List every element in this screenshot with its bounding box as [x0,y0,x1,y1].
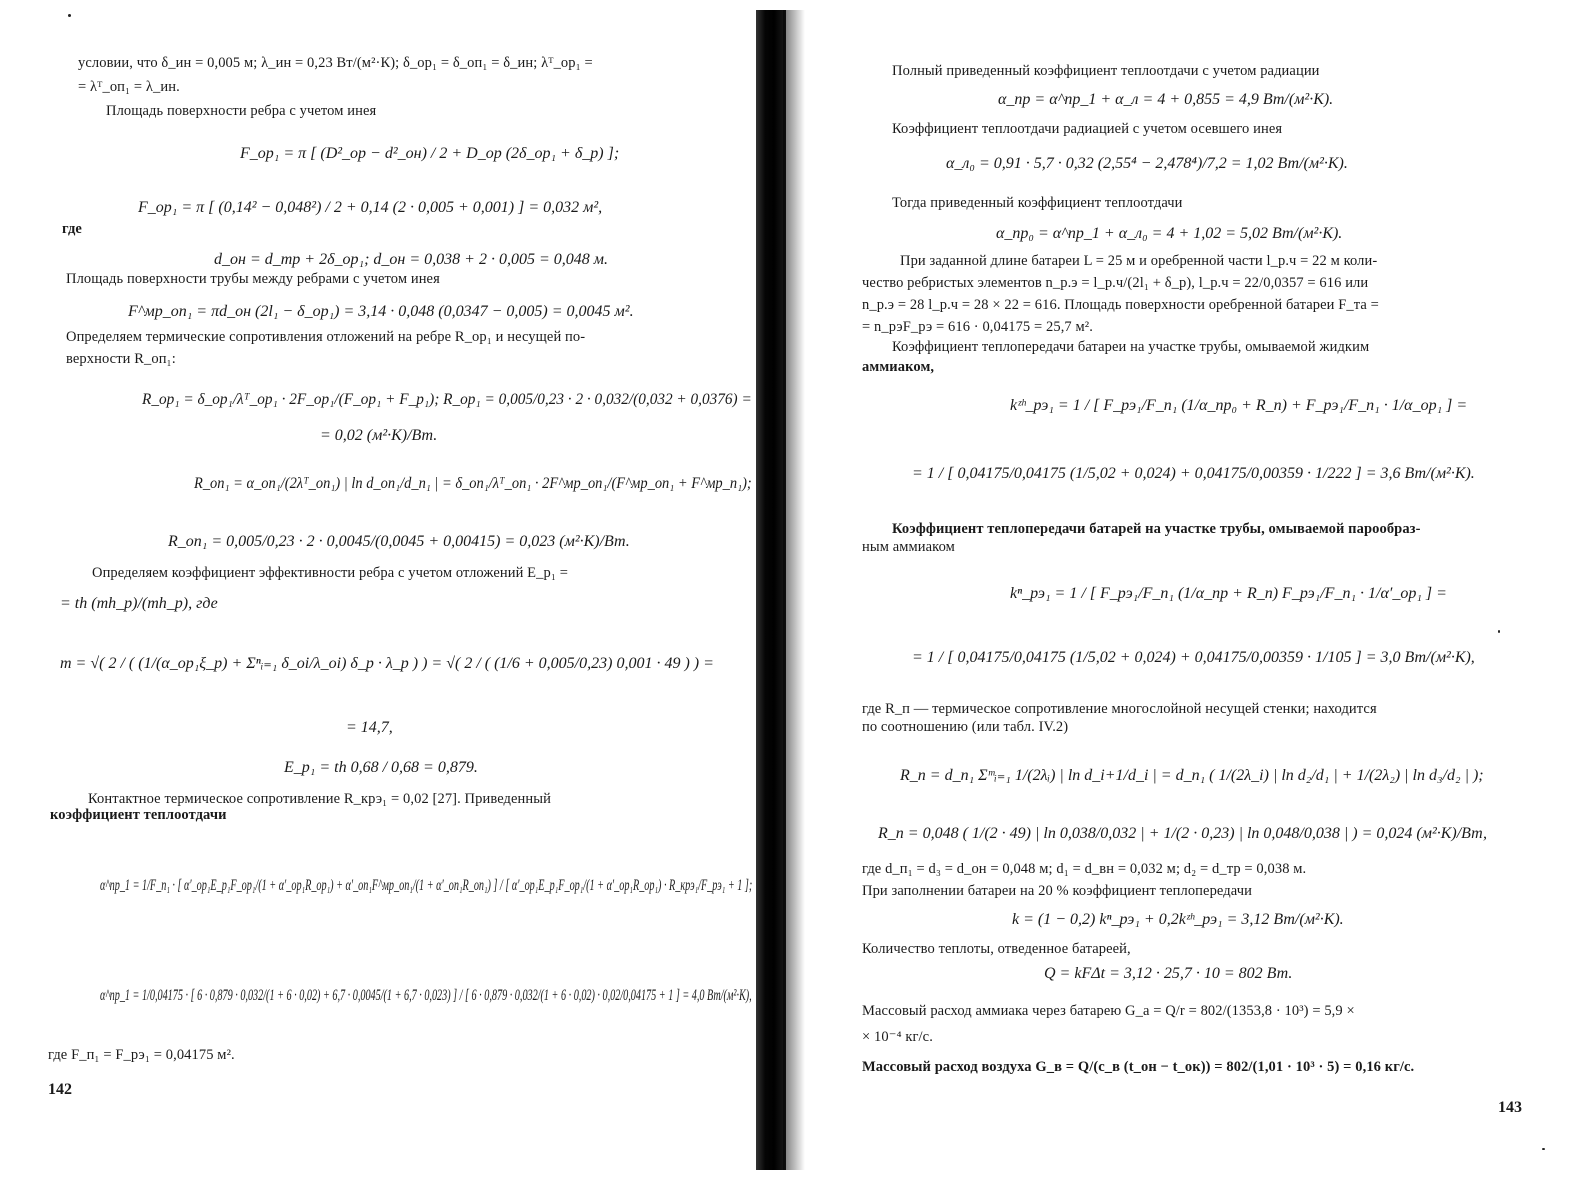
text-line: Определяем коэффициент эффективности ребра с учетом отложений E_р₁ = [92,565,568,581]
formula: α^пр_1 = 1/0,04175 · [ 6 · 0,879 · 0,032/(1 + 6 · 0,02) + 6,7 · 0,0045/(1 + 6,7 · 0,023) ] / [ 6 · 0,879 · 0,032/(1 + 6 · 0,02) · 0,02/0,04175 + 1 ] = 4,0 Вт/(м²·К), [100,987,752,1004]
formula: α_пр₀ = α^пр_1 + α_л₀ = 4 + 1,02 = 5,02 Вт/(м²·К). [996,225,1343,242]
formula: R_п = d_п₁ Σᵐᵢ₌₁ 1/(2λᵢ) | ln d_i+1/d_i | = d_п₁ ( 1/(2λ_i) | ln d₂/d₁ | + 1/(2λ₂) | ln d₃/d₂ | ); [900,767,1484,784]
text-line: n_р.э = 28 l_р.ч = 28 × 22 = 616. Площадь поверхности оребренной батареи F_та = [862,297,1379,313]
page-number: 142 [48,1081,72,1098]
text-line: Площадь поверхности трубы между ребрами с учетом инея [66,271,440,287]
text-line: Площадь поверхности ребра с учетом инея [106,103,377,119]
text-line: где [62,221,82,237]
text-line: При заполнении батареи на 20 % коэффициент теплопередачи [862,883,1252,899]
formula: = 1 / [ 0,04175/0,04175 (1/5,02 + 0,024) + 0,04175/0,00359 · 1/222 ] = 3,6 Вт/(м²·К). [912,465,1475,482]
formula: α^пр_1 = 1/F_п₁ · [ α′_ор₁E_р₁F_ор₁/(1 + α′_ор₁R_ор₁) + α′_оп₁F^мр_оп₁/(1 + α′_оп₁R_оп₁) ] / [ α′_ор₁E_р₁F_ор₁/(1 + α′_ор₁R_ор₁) · R_крэ₁/F_рэ₁ + 1 ]; [100,877,753,894]
formula: F^мр_оп₁ = πd_он (2l₁ − δ_ор₁) = 3,14 · 0,048 (0,0347 − 0,005) = 0,0045 м². [128,303,634,320]
text-line: × 10⁻⁴ кг/с. [862,1029,933,1045]
formula: k = (1 − 0,2) kⁿ_рэ₁ + 0,2kᶻʰ_рэ₁ = 3,12 Вт/(м²·К). [1012,911,1344,928]
text-line: где F_п₁ = F_рэ₁ = 0,04175 м². [48,1047,235,1063]
formula: = 1 / [ 0,04175/0,04175 (1/5,02 + 0,024) + 0,04175/0,00359 · 1/105 ] = 3,0 Вт/(м²·К), [912,649,1475,666]
formula: d_он = d_тр + 2δ_ор₁; d_он = 0,038 + 2 · 0,005 = 0,048 м. [214,251,608,268]
formula: R_оп₁ = α_оп₁/(2λᵀ_оп₁) | ln d_оп₁/d_п₁ | = δ_оп₁/λᵀ_оп₁ · 2F^мр_оп₁/(F^мр_оп₁ + F^мр_п₁); [194,475,752,492]
text-line: ным аммиаком [862,539,955,555]
formula: Q = kFΔt = 3,12 · 25,7 · 10 = 802 Вт. [1044,965,1293,982]
text-line: чество ребристых элементов n_р.э = l_р.ч/(2l₁ + δ_р), l_р.ч = 22/0,0357 = 616 или [862,275,1369,291]
text-line: коэффициент теплоотдачи [50,807,227,823]
binding-gutter [756,10,786,1170]
scan-speck [68,14,71,17]
formula: F_ор₁ = π [ (D²_ор − d²_он) / 2 + D_ор (2δ_ор₁ + δ_р) ]; [240,145,620,162]
text-line: При заданной длине батареи L = 25 м и оребренной части l_р.ч = 22 м коли- [900,253,1378,269]
text-line: Массовый расход воздуха G_в = Q/(c_в (t_он − t_ок)) = 802/(1,01 · 10³ · 5) = 0,16 кг/с. [862,1059,1415,1075]
formula: R_п = 0,048 ( 1/(2 · 49) | ln 0,038/0,032 | + 1/(2 · 0,23) | ln 0,048/0,038 | ) = 0,024 (м²·К)/Вт, [878,825,1488,842]
text-line: где R_п — термическое сопротивление многослойной несущей стенки; находится [862,701,1377,717]
formula: R_оп₁ = 0,005/0,23 · 2 · 0,0045/(0,0045 + 0,00415) = 0,023 (м²·К)/Вт. [168,533,630,550]
text-line: Коэффициент теплоотдачи радиацией с учетом осевшего инея [892,121,1283,137]
text-line: Массовый расход аммиака через батарею G_а = Q/r = 802/(1353,8 · 10³) = 5,9 × [862,1003,1355,1019]
formula: F_ор₁ = π [ (0,14² − 0,048²) / 2 + 0,14 (2 · 0,005 + 0,001) ] = 0,032 м², [138,199,603,216]
formula: = th (mh_р)/(mh_р), где [60,595,218,612]
page-number: 143 [1498,1099,1522,1116]
text-line: где d_п₁ = d₃ = d_он = 0,048 м; d₁ = d_вн = 0,032 м; d₂ = d_тр = 0,038 м. [862,861,1307,877]
formula: m = √( 2 / ( (1/(α_ор₁ξ_р) + Σⁿᵢ₌₁ δ_oi/λ_oi) δ_р · λ_р ) ) = √( 2 / ( (1/6 + 0,005/0,23) 0,001 · 49 ) ) = [60,655,714,672]
text-line: Количество теплоты, отведенное батареей, [862,941,1131,957]
scan-speck [1542,1148,1545,1150]
text-line: Тогда приведенный коэффициент теплоотдачи [892,195,1183,211]
formula: α_пр = α^пр_1 + α_л = 4 + 0,855 = 4,9 Вт/(м²·К). [998,91,1334,108]
text-line: верхности R_оп₁: [66,351,176,367]
right-page [800,0,1577,1186]
text-line: Контактное термическое сопротивление R_крэ₁ = 0,02 [27]. Приведенный [88,791,551,807]
formula: R_ор₁ = δ_ор₁/λᵀ_ор₁ · 2F_ор₁/(F_ор₁ + F_р₁); R_ор₁ = 0,005/0,23 · 2 · 0,032/(0,032 + 0,0376) = [142,391,752,408]
formula: kᶻʰ_рэ₁ = 1 / [ F_рэ₁/F_п₁ (1/α_пр₀ + R_п) + F_рэ₁/F_п₁ · 1/α_ор₁ ] = [1010,397,1468,414]
text-line: Коэффициент теплопередачи батарей на участке трубы, омываемой парообраз- [892,521,1421,537]
text-line: = λᵀ_оп₁ = λ_ин. [78,79,180,95]
text-line: Полный приведенный коэффициент теплоотдачи с учетом радиации [892,63,1320,79]
text-line: по соотношению (или табл. IV.2) [862,719,1069,735]
text-line: аммиаком, [862,359,935,375]
scan-speck [1498,630,1500,633]
text-line: Определяем термические сопротивления отложений на ребре R_ор₁ и несущей по- [66,329,586,345]
formula: E_р₁ = th 0,68 / 0,68 = 0,879. [284,759,478,776]
text-line: = n_рэF_рэ = 616 · 0,04175 = 25,7 м². [862,319,1093,335]
formula: kⁿ_рэ₁ = 1 / [ F_рэ₁/F_п₁ (1/α_пр + R_п) F_рэ₁/F_п₁ · 1/α′_ор₁ ] = [1010,585,1447,602]
formula: = 0,02 (м²·К)/Вт. [320,427,438,444]
formula: = 14,7, [346,719,393,736]
formula: α_л₀ = 0,91 · 5,7 · 0,32 (2,55⁴ − 2,478⁴)/7,2 = 1,02 Вт/(м²·К). [946,155,1348,172]
text-line: условии, что δ_ин = 0,005 м; λ_ин = 0,23 Вт/(м²·К); δ_ор₁ = δ_оп₁ = δ_ин; λᵀ_ор₁ = [78,55,593,71]
left-page [0,0,760,1186]
text-line: Коэффициент теплопередачи батареи на участке трубы, омываемой жидким [892,339,1370,355]
